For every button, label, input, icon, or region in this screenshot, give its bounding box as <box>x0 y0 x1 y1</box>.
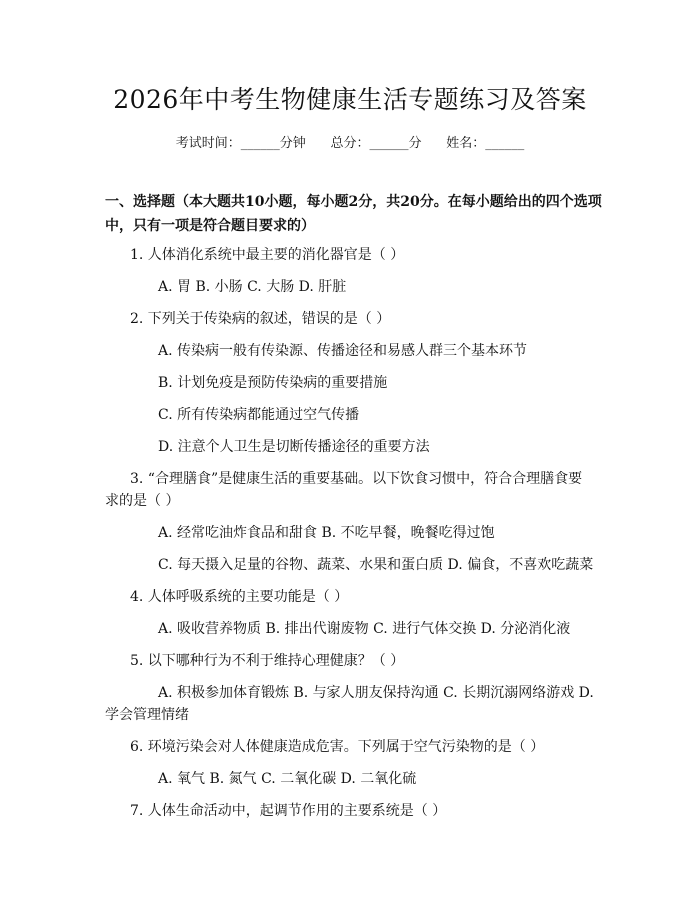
question-2-option-a: A. 传染病一般有传染源、传播途径和易感人群三个基本环节 <box>158 343 528 359</box>
question-5-options: A. 积极参加体育锻炼 B. 与家人朋友保持沟通 C. 长期沉溺网络游戏 D. <box>158 685 594 701</box>
question-3-options-cd: C. 每天摄入足量的谷物、蔬菜、水果和蛋白质 D. 偏食，不喜欢吃蔬菜 <box>158 557 594 573</box>
question-2-option-b: B. 计划免疫是预防传染病的重要措施 <box>158 375 388 391</box>
page-title: 2026年中考生物健康生活专题练习及答案 <box>113 85 587 114</box>
question-1-options: A. 胃 B. 小肠 C. 大肠 D. 肝脏 <box>158 279 347 295</box>
question-5: 5. 以下哪种行为不利于维持心理健康？（ ） <box>130 653 405 669</box>
question-5-options-continued: 学会管理情绪 <box>105 707 189 723</box>
question-4: 4. 人体呼吸系统的主要功能是（ ） <box>130 589 349 605</box>
question-6-options: A. 氧气 B. 氮气 C. 二氧化碳 D. 二氧化硫 <box>158 771 417 787</box>
question-2: 2. 下列关于传染病的叙述，错误的是（ ） <box>130 311 391 327</box>
question-3-continued: 求的是（ ） <box>105 493 180 509</box>
question-3: 3. “合理膳食”是健康生活的重要基础。以下饮食习惯中，符合合理膳食要 <box>130 471 583 487</box>
question-2-option-c: C. 所有传染病都能通过空气传播 <box>158 407 360 423</box>
question-1: 1. 人体消化系统中最主要的消化器官是（ ） <box>130 247 405 263</box>
question-7: 7. 人体生命活动中，起调节作用的主要系统是（ ） <box>130 803 447 819</box>
section-heading: 一、选择题（本大题共10小题，每小题2分，共20分。在每小题给出的四个选项中，只有一项是符合题目要求的） <box>105 194 602 234</box>
question-2-option-d: D. 注意个人卫生是切断传播途径的重要方法 <box>158 439 430 455</box>
question-3-options-ab: A. 经常吃油炸食品和甜食 B. 不吃早餐，晚餐吃得过饱 <box>158 525 495 541</box>
question-4-options: A. 吸收营养物质 B. 排出代谢废物 C. 进行气体交换 D. 分泌消化液 <box>158 621 571 637</box>
exam-info: 考试时间：______分钟 总分：______分 姓名：______ <box>175 136 525 151</box>
question-6: 6. 环境污染会对人体健康造成危害。下列属于空气污染物的是（ ） <box>130 739 545 755</box>
